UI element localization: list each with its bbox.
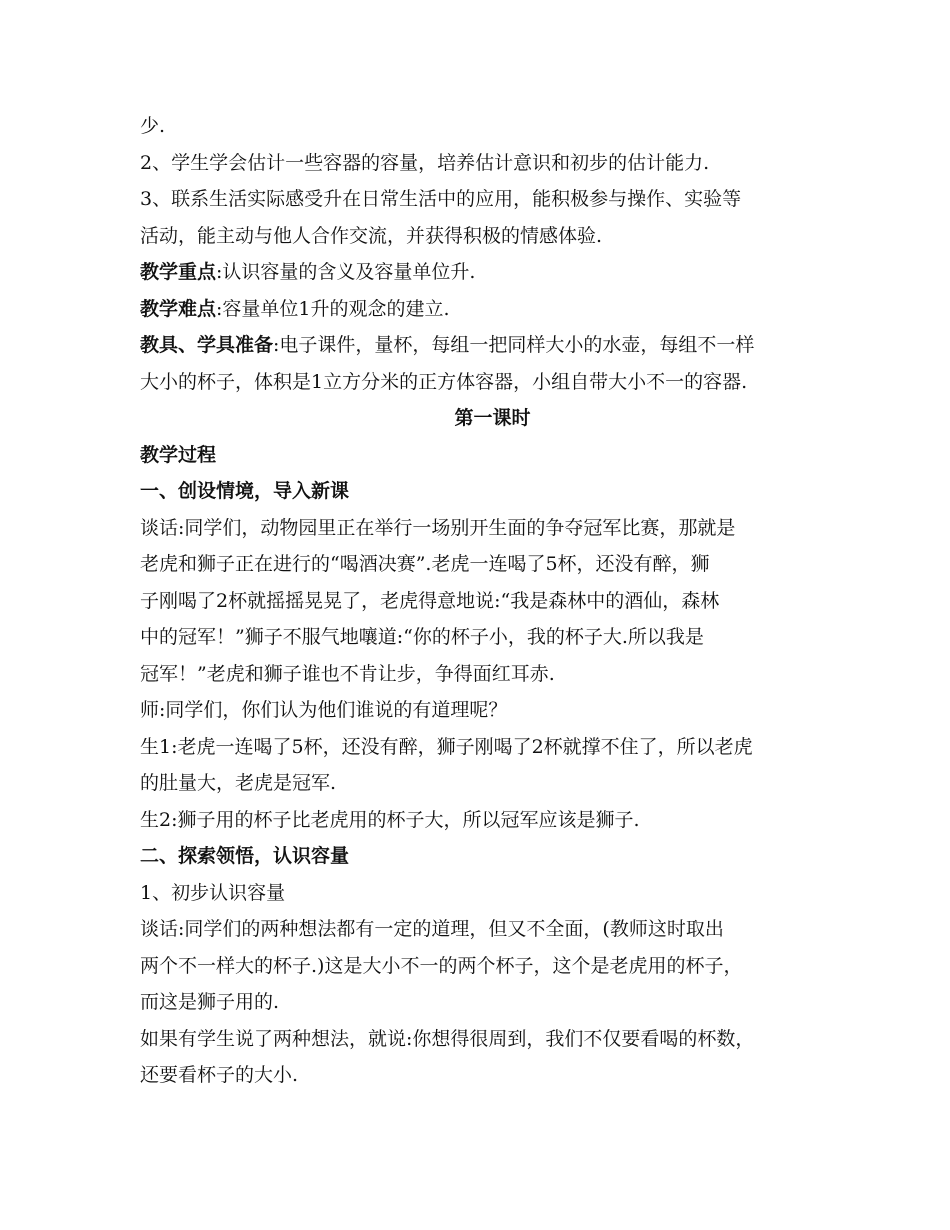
text-line: 生2:狮子用的杯子比老虎用的杯子大，所以冠军应该是狮子.	[140, 808, 640, 831]
text-line: 谈话:同学们的两种想法都有一定的道理，但又不全面，(教师这时取出	[140, 918, 724, 940]
difficulty-label: 教学难点	[140, 297, 217, 320]
text-line: 3、联系生活实际感受升在日常生活中的应用，能积极参与操作、实验等	[140, 188, 742, 210]
text-line: 冠军！”老虎和狮子谁也不肯让步，争得面红耳赤.	[140, 662, 555, 685]
difficulty-line	[140, 291, 830, 328]
text-line: 2、学生学会估计一些容器的容量，培养估计意识和初步的估计能力.	[140, 151, 710, 174]
text-line: 两个不一样大的杯子.)这是大小不一的两个杯子，这个是老虎用的杯子，	[140, 954, 743, 977]
text-line: 1、初步认识容量	[140, 881, 286, 904]
text-line: 还要看杯子的大小.	[140, 1064, 299, 1086]
materials-text: :电子课件，量杯，每组一把同样大小的水壶，每组不一样	[273, 334, 755, 356]
text-line: 谈话:同学们，动物园里正在举行一场别开生面的争夺冠军比赛，那就是	[140, 516, 736, 539]
materials-line	[140, 327, 830, 364]
difficulty-text: :容量单位1升的观念的建立.	[216, 297, 450, 320]
text-line: 少.	[140, 115, 166, 137]
section-heading: 一、创设情境，导入新课	[140, 480, 350, 502]
text-line: 生1:老虎一连喝了5杯，还没有醉，狮子刚喝了2杯就撑不住了，所以老虎	[140, 735, 753, 758]
text-line: 的肚量大，老虎是冠军.	[140, 772, 337, 794]
text-line: 中的冠军！”狮子不服气地嚷道:“你的杯子小，我的杯子大.所以我是	[140, 626, 704, 648]
document-page	[140, 108, 830, 1094]
key-points-label: 教学重点	[140, 261, 217, 283]
key-points-line	[140, 254, 830, 291]
section-heading: 二、探索领悟，认识容量	[140, 845, 350, 867]
text-line: 老虎和狮子正在进行的“喝酒决赛”.老虎一连喝了5杯，还没有醉，狮	[140, 553, 710, 575]
text-line: 如果有学生说了两种想法，就说:你想得很周到，我们不仅要看喝的杯数，	[140, 1027, 755, 1050]
materials-label: 教具、学具准备	[140, 334, 274, 356]
lesson-title: 第一课时	[454, 407, 531, 429]
section-heading: 教学过程	[140, 443, 217, 466]
key-points-text: :认识容量的含义及容量单位升.	[216, 261, 476, 283]
text-line: 师:同学们，你们认为他们谁说的有道理呢？	[140, 699, 508, 721]
text-line: 活动，能主动与他人合作交流，并获得积极的情感体验.	[140, 224, 603, 247]
text-line: 大小的杯子，体积是1立方分米的正方体容器，小组自带大小不一的容器.	[140, 370, 748, 393]
text-line: 而这是狮子用的.	[140, 991, 280, 1013]
text-line: 子刚喝了2杯就摇摇晃晃了，老虎得意地说:“我是森林中的酒仙，森林	[140, 589, 720, 612]
